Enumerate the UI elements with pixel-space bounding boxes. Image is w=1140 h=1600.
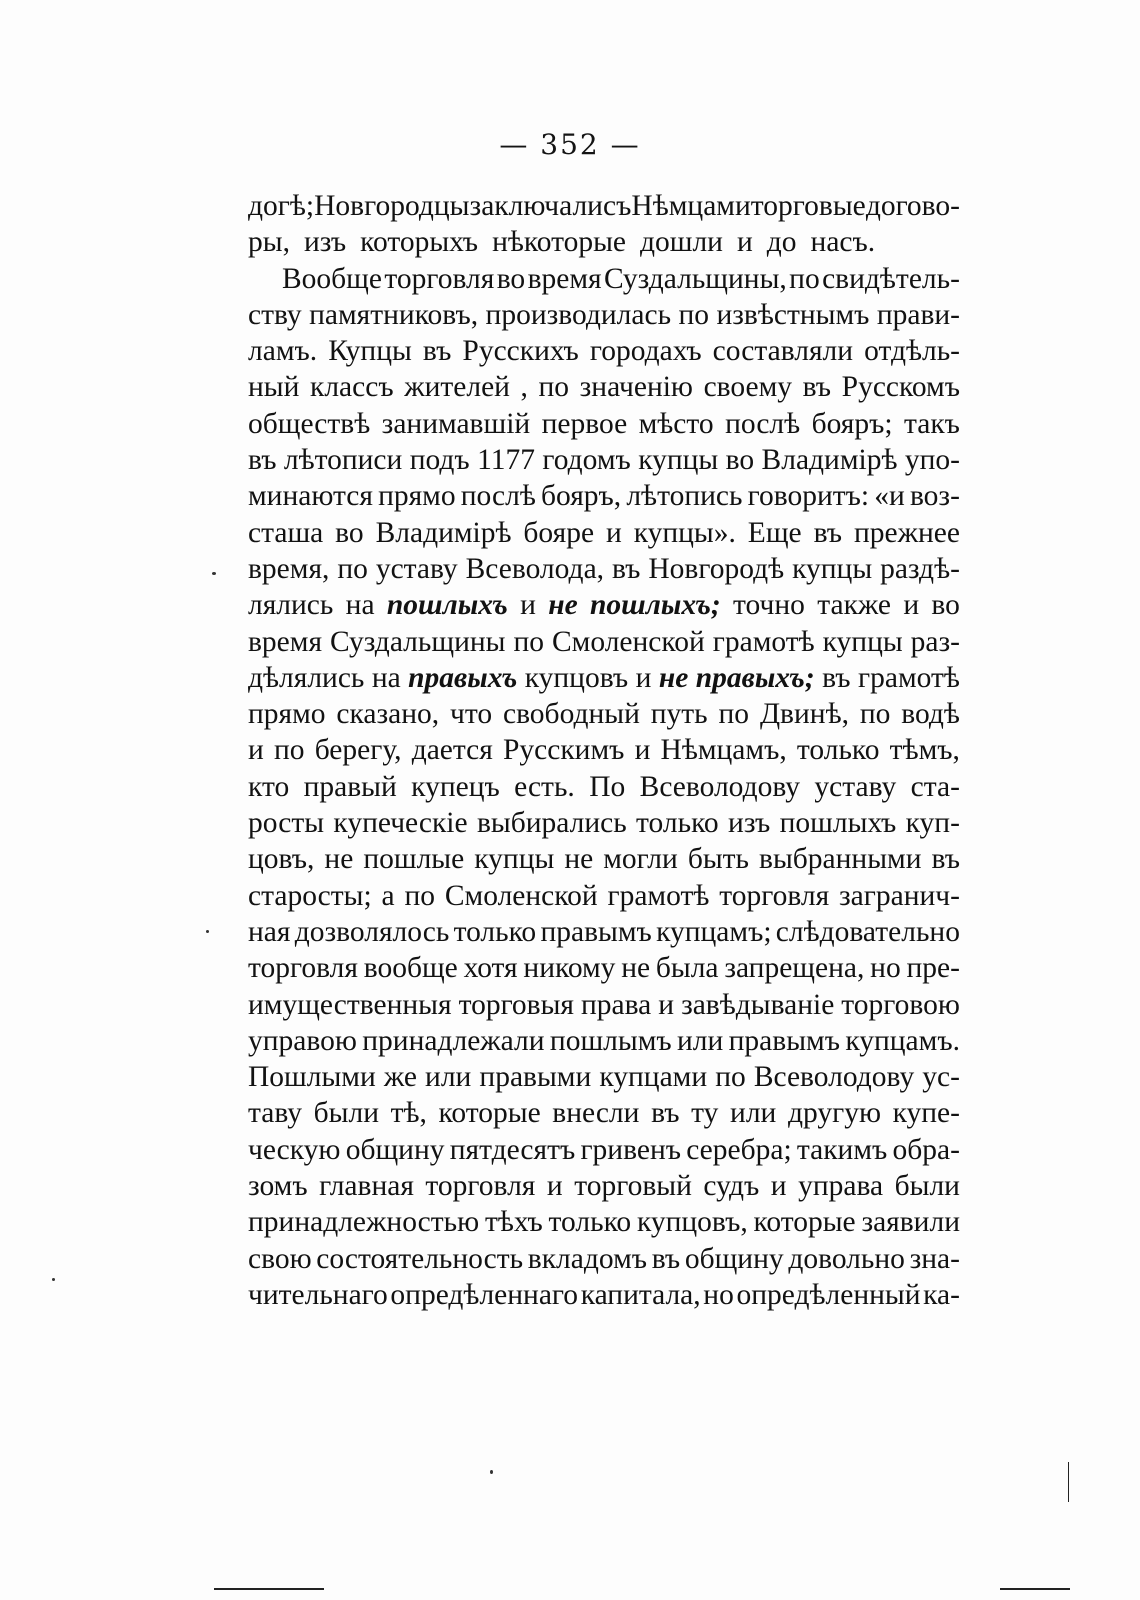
text-word: ус- bbox=[922, 1061, 960, 1094]
text-word: ческую bbox=[248, 1133, 341, 1166]
text-word: управа bbox=[798, 1170, 884, 1203]
text-word: во bbox=[725, 444, 755, 477]
text-word: Пошлыми bbox=[248, 1061, 376, 1094]
text-word: кто bbox=[248, 770, 290, 803]
text-word: 1177 bbox=[477, 444, 535, 477]
text-word: торговля bbox=[425, 1170, 536, 1203]
text-word: зомъ bbox=[248, 1170, 308, 1203]
text-word: правый bbox=[303, 770, 397, 803]
text-word: Новгородцы bbox=[314, 190, 470, 222]
text-line bbox=[248, 624, 960, 660]
text-word: нѣкоторые bbox=[492, 226, 626, 259]
text-word: обществѣ bbox=[248, 407, 371, 440]
text-word: правыми bbox=[479, 1061, 592, 1094]
text-word: классъ bbox=[310, 371, 394, 404]
text-word: пошлымъ bbox=[549, 1024, 672, 1057]
text-word: и bbox=[634, 734, 651, 767]
text-word: росты bbox=[248, 807, 325, 840]
text-line bbox=[248, 188, 960, 224]
text-word: и bbox=[635, 661, 652, 694]
text-word: по bbox=[273, 734, 305, 767]
text-word: но bbox=[870, 952, 901, 985]
text-word: своему bbox=[703, 371, 793, 404]
text-word: въ bbox=[651, 1097, 680, 1130]
text-word: не bbox=[324, 843, 354, 876]
text-word: купцы». bbox=[633, 516, 736, 549]
text-word: догѣ; bbox=[248, 190, 315, 222]
text-word: никому bbox=[523, 952, 616, 985]
text-line bbox=[248, 515, 960, 551]
text-word: запрещена, bbox=[724, 952, 865, 985]
text-word: изъ bbox=[728, 807, 771, 840]
text-word: куп- bbox=[905, 807, 960, 840]
text-word: по bbox=[538, 371, 570, 404]
text-word: и bbox=[520, 589, 536, 622]
text-word: до bbox=[766, 226, 797, 259]
text-word: цовъ, bbox=[248, 843, 315, 876]
text-word: хотя bbox=[463, 952, 518, 985]
text-word: ста- bbox=[910, 770, 960, 803]
text-word: сказано, bbox=[336, 698, 440, 731]
text-word: торговля bbox=[719, 879, 830, 912]
text-word: опредѣленнаго bbox=[390, 1278, 579, 1311]
text-word: по bbox=[404, 879, 436, 912]
text-word: прави- bbox=[876, 298, 960, 331]
text-word: которые bbox=[438, 1097, 541, 1130]
text-word: свидѣтель- bbox=[822, 262, 960, 295]
text-word: Новгородѣ bbox=[648, 552, 785, 585]
text-word: дѣлялись bbox=[248, 661, 365, 694]
text-word: въ bbox=[802, 371, 832, 404]
text-word: и bbox=[903, 589, 920, 622]
text-word: по bbox=[513, 625, 544, 658]
text-word: путь bbox=[650, 698, 708, 731]
text-line bbox=[248, 1023, 960, 1059]
text-word: послѣ bbox=[460, 480, 536, 513]
text-word: Всеволодову bbox=[639, 770, 801, 803]
text-word: мѣсто bbox=[638, 407, 714, 440]
text-line bbox=[248, 950, 960, 986]
text-word: составляли bbox=[712, 335, 854, 368]
text-word: по bbox=[715, 1061, 746, 1094]
text-word: главная bbox=[319, 1170, 414, 1203]
scan-edge-mark bbox=[1000, 1588, 1070, 1590]
text-line bbox=[248, 878, 960, 914]
text-word: Вообще bbox=[282, 262, 382, 295]
text-word: таву bbox=[248, 1097, 303, 1130]
text-word: Купцы bbox=[328, 335, 412, 368]
text-word: были bbox=[894, 1170, 960, 1203]
text-word: уставу bbox=[375, 552, 458, 585]
text-word: заявили bbox=[861, 1206, 960, 1239]
text-word: послѣ bbox=[725, 407, 801, 440]
text-word: обра- bbox=[892, 1133, 960, 1166]
text-word: прямо bbox=[248, 698, 326, 731]
text-word: воз- bbox=[909, 480, 960, 513]
text-word: купцамъ; bbox=[656, 915, 772, 948]
text-line bbox=[248, 732, 960, 768]
text-word: торговля bbox=[384, 262, 495, 295]
text-word: во bbox=[931, 589, 960, 622]
text-word: По bbox=[589, 770, 626, 803]
text-word: правымъ bbox=[540, 915, 652, 948]
text-word: не bbox=[621, 952, 651, 985]
text-word: въ bbox=[611, 552, 641, 585]
text-word: въ bbox=[651, 1242, 681, 1275]
text-word: жителей bbox=[404, 371, 510, 404]
text-word: купцовъ, bbox=[636, 1206, 748, 1239]
text-word: только bbox=[796, 734, 880, 767]
text-word: памятниковъ, bbox=[309, 298, 479, 331]
text-line bbox=[248, 1059, 960, 1095]
text-word: не bbox=[548, 589, 578, 622]
text-word: или bbox=[425, 1061, 472, 1094]
text-word: ка- bbox=[923, 1278, 960, 1311]
text-line bbox=[248, 914, 960, 950]
text-word: грамотѣ bbox=[858, 661, 960, 694]
text-word: общину bbox=[684, 1242, 784, 1275]
text-word: купеческіе bbox=[333, 807, 468, 840]
text-word: время bbox=[527, 262, 602, 295]
text-word: первое bbox=[541, 407, 628, 440]
text-word: Всеволода, bbox=[465, 552, 605, 585]
scan-edge-mark bbox=[1068, 1462, 1069, 1502]
text-word: Всеволодову bbox=[753, 1061, 915, 1094]
text-word: быть bbox=[687, 843, 750, 876]
text-word: Двинѣ, bbox=[759, 698, 849, 731]
text-word: догово- bbox=[865, 190, 960, 222]
text-word: раз- bbox=[910, 625, 960, 658]
text-word: дошли bbox=[639, 226, 723, 259]
text-word: прямо bbox=[378, 480, 456, 513]
scan-edge-mark bbox=[214, 1588, 324, 1590]
text-word: права bbox=[581, 988, 652, 1021]
text-word: не bbox=[564, 843, 594, 876]
text-word: купецъ bbox=[411, 770, 500, 803]
text-word: Русскихъ bbox=[462, 335, 579, 368]
text-line bbox=[248, 1168, 960, 1204]
text-word: по bbox=[678, 298, 710, 331]
text-word: и bbox=[736, 226, 753, 259]
text-line bbox=[248, 1132, 960, 1168]
text-word: на bbox=[345, 589, 375, 622]
text-word: купцамъ. bbox=[845, 1024, 960, 1057]
text-word: Русскимъ bbox=[503, 734, 625, 767]
text-word: купцы bbox=[822, 625, 903, 658]
text-word: по bbox=[337, 552, 368, 585]
text-word: имущественныя bbox=[248, 988, 452, 1021]
scan-speck bbox=[212, 572, 216, 575]
text-word: насъ. bbox=[810, 226, 876, 259]
text-word: также bbox=[817, 589, 891, 622]
text-word: Суздальщины bbox=[330, 625, 506, 658]
text-word: есть. bbox=[514, 770, 575, 803]
text-word: бояръ, bbox=[541, 480, 622, 513]
text-word: такимъ bbox=[796, 1133, 888, 1166]
text-word: гривенъ bbox=[580, 1133, 681, 1166]
text-word: въ bbox=[422, 335, 452, 368]
scan-speck bbox=[52, 1278, 55, 1281]
text-word: купцовъ bbox=[524, 661, 629, 694]
text-word: въ bbox=[248, 444, 277, 477]
text-word: были bbox=[313, 1097, 379, 1130]
text-word: и bbox=[248, 734, 264, 767]
text-word: свободный bbox=[502, 698, 640, 731]
text-word: заключали bbox=[469, 190, 603, 222]
text-word: водѣ bbox=[901, 698, 960, 731]
text-word: грамотѣ bbox=[712, 625, 815, 658]
text-word: въ bbox=[813, 516, 843, 549]
text-word: годомъ bbox=[542, 444, 631, 477]
text-word: но bbox=[703, 1278, 734, 1311]
text-word: дозволялось bbox=[294, 915, 450, 948]
text-line bbox=[248, 696, 960, 732]
text-word: тѣ, bbox=[390, 1097, 427, 1130]
text-word: Русскомъ bbox=[841, 371, 960, 404]
text-word: же bbox=[383, 1061, 417, 1094]
text-word: свою bbox=[248, 1242, 312, 1275]
text-word: подъ bbox=[409, 444, 470, 477]
text-line bbox=[248, 442, 960, 478]
text-word: тѣмъ, bbox=[889, 734, 960, 767]
text-word: ту bbox=[691, 1097, 719, 1130]
text-line bbox=[248, 841, 960, 877]
text-word: и bbox=[658, 988, 675, 1021]
text-line bbox=[248, 987, 960, 1023]
text-word: лѣтопись bbox=[626, 480, 743, 513]
text-word: Нѣмцами bbox=[631, 190, 751, 222]
text-word: на bbox=[371, 661, 401, 694]
text-line bbox=[248, 369, 960, 405]
body-text bbox=[248, 188, 960, 1313]
text-word: время bbox=[248, 625, 323, 658]
text-word: пошлыхъ bbox=[386, 589, 508, 622]
text-word: торговою bbox=[841, 988, 960, 1021]
text-word: упо- bbox=[904, 444, 960, 477]
text-word: дается bbox=[411, 734, 493, 767]
text-word: другую bbox=[787, 1097, 881, 1130]
text-word: «и bbox=[874, 480, 905, 513]
text-word: такъ bbox=[903, 407, 960, 440]
text-word: по bbox=[718, 698, 750, 731]
text-word: торговый bbox=[574, 1170, 692, 1203]
text-word: пре- bbox=[906, 952, 960, 985]
text-word: или bbox=[676, 1024, 724, 1057]
text-word: въ bbox=[822, 661, 851, 694]
text-word: берегу, bbox=[314, 734, 402, 767]
text-word: и bbox=[770, 1170, 787, 1203]
text-word: опредѣленный bbox=[736, 1278, 921, 1311]
text-word: что bbox=[450, 698, 493, 731]
text-word: и bbox=[546, 1170, 563, 1203]
text-word: лялись bbox=[248, 589, 334, 622]
text-word: пошлыхъ bbox=[779, 807, 897, 840]
text-word: и bbox=[605, 516, 622, 549]
text-word: вкладомъ bbox=[527, 1242, 647, 1275]
text-word: раздѣ- bbox=[880, 552, 960, 585]
text-word: принадлежали bbox=[362, 1024, 545, 1057]
text-word: занимавшій bbox=[381, 407, 531, 440]
text-line bbox=[248, 1277, 960, 1313]
text-word: которые bbox=[753, 1206, 856, 1239]
text-word: а bbox=[381, 879, 395, 912]
text-word: производилась bbox=[485, 298, 672, 331]
text-line bbox=[248, 297, 960, 333]
text-word: правыхъ bbox=[408, 661, 518, 694]
text-word: ству bbox=[248, 298, 302, 331]
text-word: купцами bbox=[599, 1061, 708, 1094]
text-word: торговля bbox=[248, 952, 358, 985]
text-word: значенію bbox=[579, 371, 693, 404]
text-line bbox=[248, 587, 960, 623]
text-word: съ bbox=[603, 190, 632, 222]
text-word: городахъ bbox=[589, 335, 702, 368]
page-number: — 352 — bbox=[499, 128, 641, 161]
text-word: управою bbox=[248, 1024, 357, 1057]
text-word: уставу bbox=[814, 770, 897, 803]
text-word: по bbox=[859, 698, 891, 731]
text-word: тѣхъ bbox=[484, 1206, 543, 1239]
text-word: точно bbox=[733, 589, 805, 622]
text-word: которыхъ bbox=[360, 226, 479, 259]
text-word: минаются bbox=[248, 480, 373, 513]
text-word: Смоленской bbox=[551, 625, 705, 658]
text-line bbox=[248, 1241, 960, 1277]
text-word: ламъ. bbox=[248, 335, 318, 368]
text-line bbox=[248, 478, 960, 514]
text-word: только bbox=[548, 1206, 632, 1239]
text-word: правымъ bbox=[728, 1024, 840, 1057]
text-word: , bbox=[520, 371, 528, 404]
text-word: внесли bbox=[552, 1097, 640, 1130]
text-word: пошлыхъ; bbox=[590, 589, 721, 622]
text-word: не bbox=[658, 661, 689, 694]
text-word: изъ bbox=[303, 226, 347, 259]
text-word: Владимірѣ bbox=[375, 516, 512, 549]
text-word: въ bbox=[931, 843, 960, 876]
text-line bbox=[248, 261, 960, 297]
text-word: только bbox=[453, 915, 537, 948]
text-line bbox=[248, 333, 960, 369]
text-word: старосты; bbox=[248, 879, 372, 912]
text-word: Владимірѣ bbox=[761, 444, 898, 477]
text-word: только bbox=[636, 807, 719, 840]
text-word: выбирались bbox=[476, 807, 627, 840]
text-word: Суздальщины, bbox=[603, 262, 787, 295]
text-word: зна- bbox=[909, 1242, 960, 1275]
text-word: лѣтописи bbox=[283, 444, 403, 477]
text-word: во bbox=[335, 516, 364, 549]
text-word: купе- bbox=[892, 1097, 960, 1130]
text-word: ный bbox=[248, 371, 300, 404]
text-word: слѣдовательно bbox=[775, 915, 960, 948]
text-word: состоятельность bbox=[316, 1242, 524, 1275]
text-word: время, bbox=[248, 552, 330, 585]
text-word: Смоленской bbox=[444, 879, 598, 912]
text-word: общину bbox=[345, 1133, 445, 1166]
text-word: торговыя bbox=[458, 988, 574, 1021]
text-line bbox=[248, 1095, 960, 1131]
text-line bbox=[248, 769, 960, 805]
text-word: грамотѣ bbox=[607, 879, 710, 912]
text-word: была bbox=[655, 952, 719, 985]
text-word: ная bbox=[248, 915, 291, 948]
text-word: правыхъ; bbox=[695, 661, 815, 694]
text-word: могли bbox=[603, 843, 678, 876]
text-word: или bbox=[730, 1097, 777, 1130]
text-word: пятдесятъ bbox=[449, 1133, 576, 1166]
text-word: принадлежностью bbox=[248, 1206, 480, 1239]
text-line bbox=[248, 660, 960, 696]
text-word: ры, bbox=[248, 226, 290, 259]
text-word: сташа bbox=[248, 516, 324, 549]
text-word: купцы bbox=[638, 444, 719, 477]
text-word: вообще bbox=[363, 952, 458, 985]
text-word: чительнаго bbox=[248, 1278, 388, 1311]
text-word: по bbox=[789, 262, 820, 295]
text-word: Еще bbox=[747, 516, 802, 549]
text-word: пошлые bbox=[363, 843, 465, 876]
text-word: бояръ; bbox=[811, 407, 893, 440]
text-word: извѣстнымъ bbox=[716, 298, 870, 331]
text-word: серебра; bbox=[686, 1133, 792, 1166]
text-line bbox=[248, 406, 960, 442]
text-line bbox=[248, 224, 960, 260]
text-word: завѣдываніе bbox=[681, 988, 835, 1021]
text-word: судъ bbox=[703, 1170, 760, 1203]
text-word: Нѣмцамъ, bbox=[660, 734, 787, 767]
text-word: выбранными bbox=[759, 843, 922, 876]
text-word: купцы bbox=[474, 843, 555, 876]
text-word: прежнее bbox=[853, 516, 960, 549]
text-word: отдѣль- bbox=[864, 335, 960, 368]
text-line bbox=[248, 805, 960, 841]
text-word: загранич- bbox=[839, 879, 960, 912]
text-line bbox=[248, 1204, 960, 1240]
text-word: капитала, bbox=[580, 1278, 701, 1311]
text-word: бояре bbox=[523, 516, 595, 549]
text-line bbox=[248, 551, 960, 587]
text-word: довольно bbox=[788, 1242, 905, 1275]
scan-speck bbox=[206, 930, 209, 933]
text-word: говоритъ: bbox=[747, 480, 870, 513]
text-word: торговые bbox=[750, 190, 866, 222]
text-word: во bbox=[496, 262, 526, 295]
text-word: купцы bbox=[792, 552, 873, 585]
scan-speck bbox=[490, 1470, 493, 1474]
